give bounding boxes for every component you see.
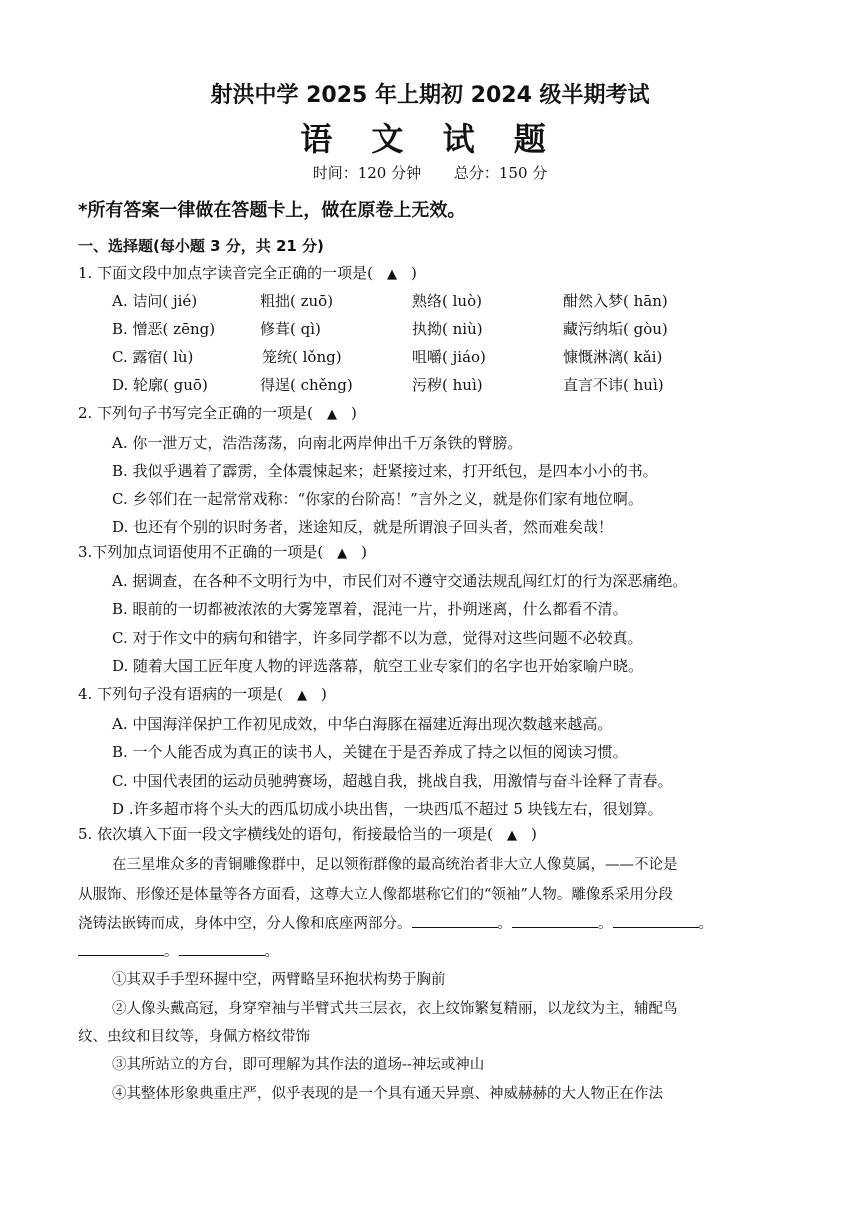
school-title: 射洪中学 2025 年上期初 2024 级半期考试: [210, 83, 650, 108]
q5-passage-line-1: 在三星堆众多的青铜雕像群中，足以领衔群像的最高统治者非大立人像莫属，——不论是: [112, 857, 678, 873]
q5-item-4: ④其整体形象典重庄严，似乎表现的是一个具有通天异禀、神威赫赫的大人物正在作法: [112, 1086, 663, 1102]
q2-option-c: C. 乡邻们在一起常常戏称：“你家的台阶高！”言外之义，就是你们家有地位啊。: [112, 490, 643, 508]
q1-d-2: 得逞( chěng): [260, 376, 353, 394]
q3-option-c: C. 对于作文中的病句和错字，许多同学都不以为意，觉得对这些问题不必较真。: [112, 629, 643, 647]
q1-c-3: 咀嚼( jiáo): [412, 348, 486, 366]
section-title: 一、选择题(每小题 3 分，共 21 分): [78, 237, 324, 255]
q5-passage-line-3: 浇铸法嵌铸而成，身体中空，分人像和底座两部分。 。 。 。: [78, 912, 713, 933]
q3-option-a: A. 据调查，在各种不文明行为中，市民们对不遵守交通法规乱闯红灯的行为深恶痛绝。: [112, 572, 688, 590]
q3-option-b: B. 眼前的一切都被浓浓的大雾笼罩着，混沌一片，扑朔迷离，什么都看不清。: [112, 600, 628, 618]
blank-3: [613, 913, 699, 928]
notice: *所有答案一律做在答题卡上，做在原卷上无效。: [78, 200, 466, 221]
answer-mark: ▲: [326, 407, 337, 422]
q1-c-1: C. 露宿( lù): [112, 348, 194, 366]
blank-1: [412, 913, 498, 928]
q1-a-3: 熟络( luò): [412, 292, 482, 310]
q5-item-2-cont: 纹、虫纹和目纹等，身佩方格纹带饰: [78, 1029, 310, 1045]
q4-option-d: D .许多超市将个头大的西瓜切成小块出售，一块西瓜不超过 5 块钱左右，很划算。: [112, 800, 663, 818]
blank-2: [512, 913, 598, 928]
q5-item-2: ②人像头戴高冠，身穿窄袖与半臂式共三层衣，衣上纹饰繁复精丽，以龙纹为主，辅配鸟: [112, 1001, 678, 1017]
answer-mark: ▲: [337, 546, 348, 561]
q5-item-3: ③其所站立的方台，即可理解为其作法的道场--神坛或神山: [112, 1057, 485, 1073]
q1-d-4: 直言不讳( huì): [563, 376, 664, 394]
q1-a-1: A. 诘问( jié): [112, 292, 198, 310]
q1-d-3: 污秽( huì): [412, 376, 483, 394]
question-1-stem: 1. 下面文段中加点字读音完全正确的一项是( ▲ ): [78, 264, 417, 282]
subject-title: 语 文 试 题: [300, 120, 560, 158]
q1-c-4: 慷慨淋漓( kǎi): [563, 348, 663, 366]
answer-mark: ▲: [506, 828, 517, 843]
q1-b-3: 执拗( niù): [412, 320, 483, 338]
q4-option-c: C. 中国代表团的运动员驰骋赛场，超越自我，挑战自我，用激情与奋斗诠释了青春。: [112, 772, 673, 790]
question-3-stem: 3.下列加点词语使用不正确的一项是( ▲ ): [78, 543, 368, 561]
q1-a-4: 酣然入梦( hān): [563, 292, 668, 310]
q1-d-1: D. 轮廓( guō): [112, 376, 208, 394]
q1-c-2: 笼统( lǒng): [262, 348, 342, 366]
q2-option-a: A. 你一泄万丈，浩浩荡荡，向南北两岸伸出千万条铁的臂膀。: [112, 434, 523, 452]
q1-a-2: 粗拙( zuō): [260, 292, 334, 310]
q4-option-a: A. 中国海洋保护工作初见成效，中华白海豚在福建近海出现次数越来越高。: [112, 715, 613, 733]
exam-time: 时间：120 分钟: [312, 164, 422, 182]
q1-b-2: 修葺( qì): [260, 320, 321, 338]
question-2-stem: 2. 下列句子书写完全正确的一项是( ▲ ): [78, 404, 357, 422]
q4-option-b: B. 一个人能否成为真正的读书人，关键在于是否养成了持之以恒的阅读习惯。: [112, 743, 628, 761]
q2-option-d: D. 也还有个别的识时务者，迷途知反，就是所谓浪子回头者，然而难矣哉！: [112, 518, 614, 536]
q1-b-4: 藏污纳垢( gòu): [563, 320, 668, 338]
blank-5: [179, 941, 265, 956]
question-4-stem: 4. 下列句子没有语病的一项是( ▲ ): [78, 685, 327, 703]
exam-meta: [0, 162, 860, 183]
exam-total: 总分：150 分: [453, 164, 548, 182]
q1-b-1: B. 憎恶( zēng): [112, 320, 216, 338]
answer-mark: ▲: [296, 688, 307, 703]
answer-mark: ▲: [386, 267, 397, 282]
q3-option-d: D. 随着大国工匠年度人物的评选落幕，航空工业专家们的名字也开始家喻户晓。: [112, 657, 644, 675]
blank-4: [78, 941, 164, 956]
q5-passage-line-4: 。 。: [78, 940, 279, 961]
q2-option-b: B. 我似乎遇着了霹雳，全体震悚起来；赶紧接过来，打开纸包，是四本小小的书。: [112, 462, 658, 480]
q5-item-1: ①其双手手型环握中空，两臂略呈环抱状构势于胸前: [112, 972, 446, 988]
q5-passage-line-2: 从服饰、形像还是体量等各方面看，这尊大立人像都堪称它们的“领袖”人物。雕像系采用分段: [78, 887, 673, 903]
question-5-stem: 5. 依次填入下面一段文字横线处的语句，衔接最恰当的一项是( ▲ ): [78, 825, 537, 843]
